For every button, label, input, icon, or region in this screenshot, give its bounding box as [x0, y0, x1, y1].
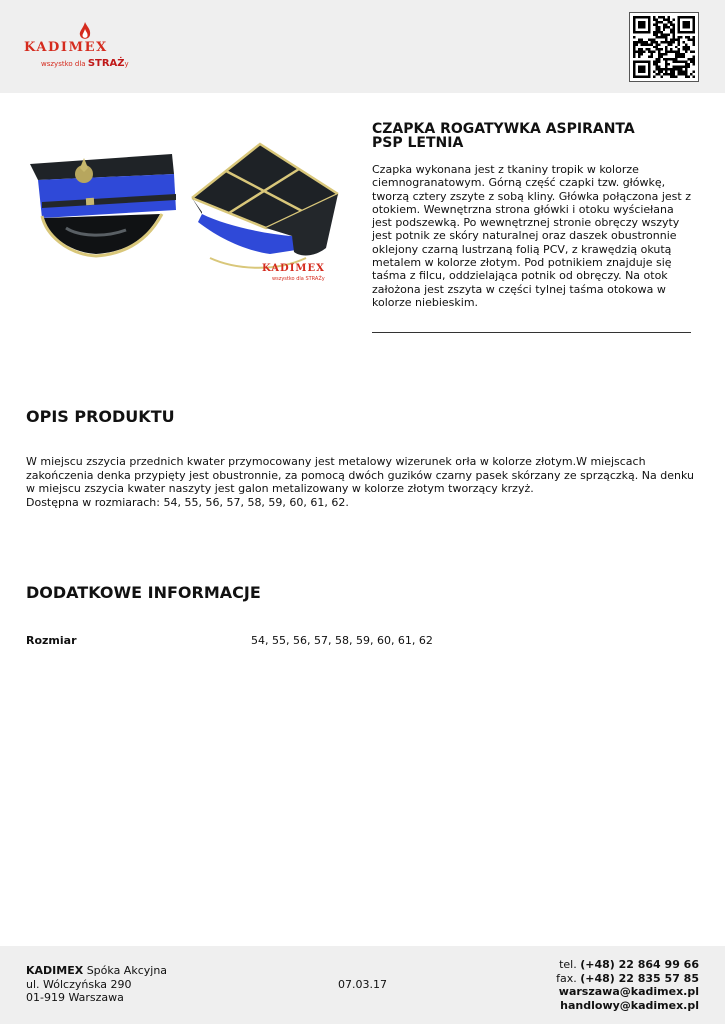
footer-date: 07.03.17 [338, 978, 387, 991]
footer-email-handlowy[interactable]: handlowy@kadimex.pl [560, 998, 699, 1012]
footer-company-address: KADIMEX Spóka Akcyjna ul. Wólczyńska 290 01-919 Warszawa [26, 964, 168, 1004]
product-description: W miejscu zszycia przednich kwater przymocowany jest metalowy wizerunek orła w kolorze złotym.W miejscach zakończenia denka przypięty jest obustronnie, za pomocą dwóch guzików czarny pasek skórzany ze sprzączką. Na denku w miejscu zszycia kwater naszyty jest galon metalizowany w kolorze złotym tworzący krzyż. Dostępna w rozmiarach: 54, 55, 56, 57, 58, 59, 60, 61, 62. [26, 455, 694, 509]
additional-info-heading: DODATKOWE INFORMACJE [26, 583, 261, 602]
product-title: CZAPKA ROGATYWKA ASPIRANTA PSP LETNIA [372, 121, 635, 151]
photo-watermark: KADIMEX [262, 263, 325, 274]
logo-tagline: wszystko dla STRAŻy [41, 58, 129, 69]
spec-label-size: Rozmiar [26, 634, 77, 647]
logo-wordmark: KADIMEX [24, 40, 108, 55]
footer-email-warszawa[interactable]: warszawa@kadimex.pl [558, 985, 699, 998]
kadimex-logo[interactable] [24, 22, 149, 72]
photo-watermark-tagline: wszystko dla STRAŻy [272, 276, 325, 282]
flame-icon [78, 22, 92, 42]
description-heading: OPIS PRODUKTU [26, 407, 175, 426]
cap-front-view [30, 154, 176, 256]
divider [372, 332, 691, 333]
footer-fax: fax. (+48) 22 835 57 85 [556, 971, 699, 985]
footer-phone[interactable]: tel. (+48) 22 864 99 66 [559, 958, 699, 971]
spec-value-size: 54, 55, 56, 57, 58, 59, 60, 61, 62 [251, 634, 433, 647]
qr-code [629, 12, 699, 82]
cap-top-view [192, 144, 338, 268]
product-short-description: Czapka wykonana jest z tkaniny tropik w kolorze ciemnogranatowym. Górną część czapki tzw. główkę, tworzą cztery zszyte z sobą kliny. Główka połączona jest z otokiem. Wewnętrzna strona główki i otoku wyściełana jest podszewką. Po wewnętrznej stronie obręczy wszyty jest potnik ze skóry naturalnej oraz daszek obustronnie oklejony czarną lustrzaną folią PCV, z krawędzią okutą metalem w kolorze złotym. Pod potnikiem znajduje się taśma z filcu, oddzielająca potnik od obręczy. Na otok założona jest zszyta w części tylnej taśma otokowa w kolorze niebieskim. [372, 163, 691, 309]
footer-contact [556, 958, 699, 1012]
